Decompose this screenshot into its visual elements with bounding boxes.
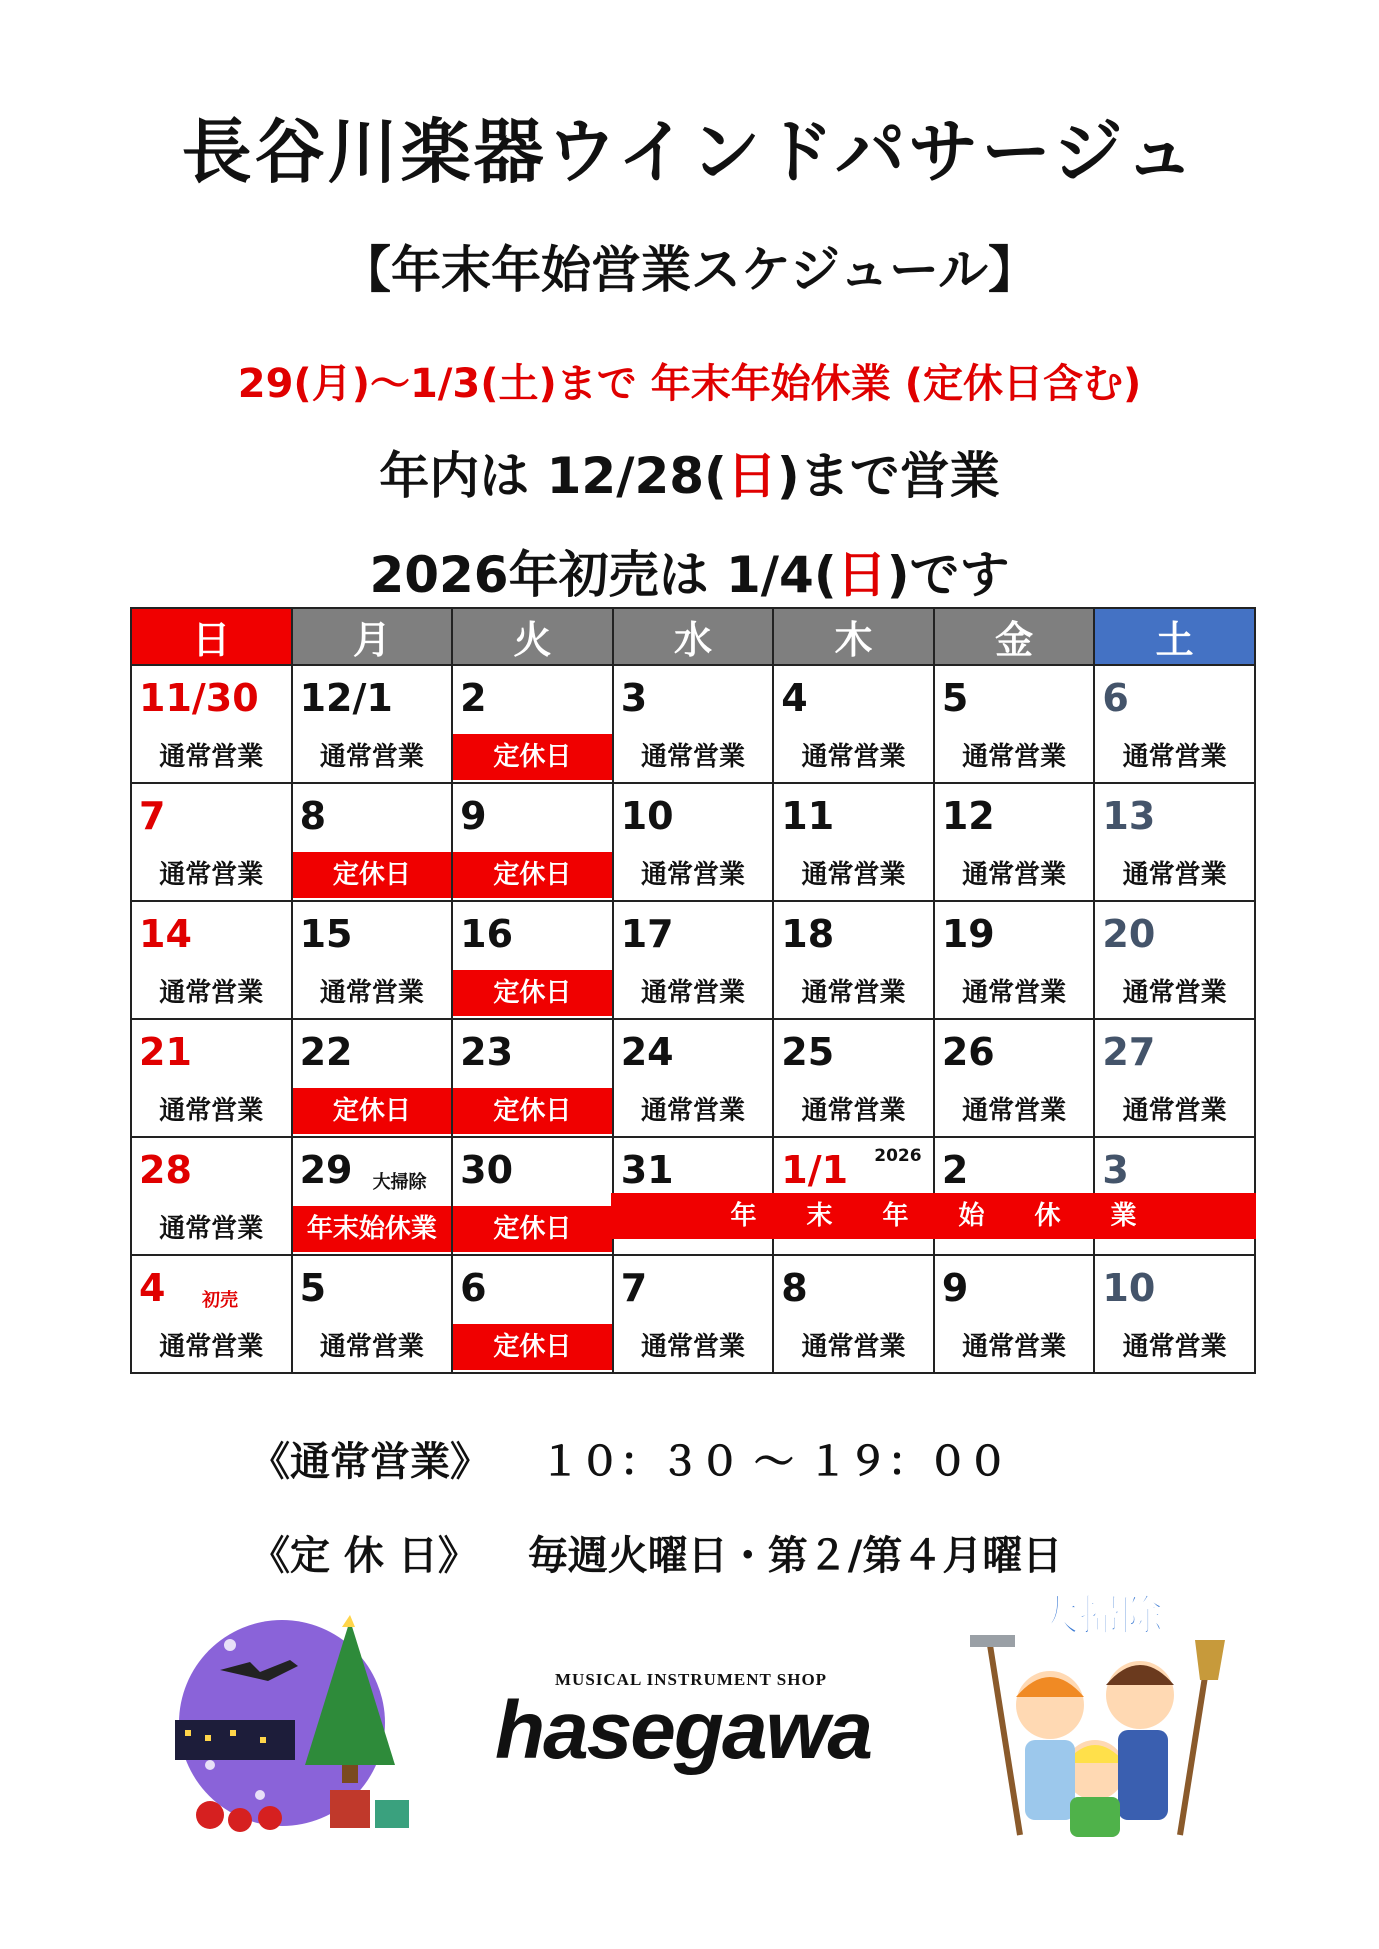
closed-days-line: [250, 1524, 1062, 1581]
weekday-wed: 水: [613, 608, 774, 665]
calendar-day-cell: [292, 783, 453, 901]
status-open: 通常営業: [319, 978, 424, 1008]
day-number: 25: [781, 1030, 835, 1074]
calendar-day-cell: [131, 1255, 292, 1373]
day-number: 9: [941, 1266, 969, 1310]
day-number: 6: [1102, 676, 1129, 720]
calendar-day-cell: [934, 783, 1095, 901]
calendar-day-cell: [613, 1019, 774, 1137]
day-number: 13: [1102, 794, 1156, 838]
day-tag: 大掃除: [372, 1172, 427, 1193]
day-number: 4: [781, 676, 808, 720]
poinsettia-icon: [196, 1801, 224, 1829]
logo-name: hasegawa: [495, 1685, 871, 1776]
status-open: 通常営業: [640, 860, 745, 890]
day-number: 27: [1102, 1030, 1156, 1074]
day-number: 11: [781, 794, 835, 838]
status-closed: 定休日: [453, 1088, 612, 1134]
day-tag: 初売: [202, 1290, 238, 1311]
status-open: 通常営業: [640, 742, 745, 772]
calendar-day-cell: [292, 1255, 453, 1373]
status-closed: 定休日: [453, 852, 612, 898]
day-number: 3: [620, 676, 648, 720]
day-number: 23: [460, 1030, 514, 1074]
day-number: 5: [941, 676, 969, 720]
poinsettia-icon: [228, 1808, 252, 1832]
calendar-day-cell: [773, 1019, 934, 1137]
weekday-thu: 木: [773, 608, 934, 665]
calendar-day-cell: [773, 783, 934, 901]
mop-icon: [990, 1645, 1020, 1835]
status-open: 通常営業: [1122, 742, 1227, 772]
christmas-illustration: [170, 1615, 420, 1840]
status-closed: 定休日: [453, 1324, 612, 1370]
calendar-day-cell: [934, 1019, 1095, 1137]
calendar-week-row: [131, 901, 1255, 1019]
calendar-week-row: [131, 783, 1255, 901]
weekday-tue: 火: [452, 608, 613, 665]
closed-days-value: 毎週火曜日・第２/第４月曜日: [527, 1533, 1063, 1579]
status-open: 通常営業: [1122, 860, 1227, 890]
day-number: 4: [139, 1266, 166, 1310]
status-open: 通常営業: [1122, 1332, 1227, 1362]
calendar-day-cell: [773, 665, 934, 783]
status-open: 通常営業: [801, 860, 906, 890]
weekday-mon: 月: [292, 608, 453, 665]
day-number: 2: [941, 1148, 969, 1192]
first-sale-notice: [0, 535, 1379, 607]
day-number: 5: [299, 1266, 327, 1310]
status-closed: 定休日: [453, 970, 612, 1016]
calendar-week-row: [131, 1255, 1255, 1373]
calendar-day-cell: [452, 665, 613, 783]
poinsettia-icon: [258, 1806, 282, 1830]
shop-logo: [495, 1670, 915, 1790]
status-closed: 定休日: [293, 852, 452, 898]
calendar-day-cell: [131, 1137, 292, 1255]
status-open: 通常営業: [1122, 978, 1227, 1008]
status-open: 通常営業: [801, 1332, 906, 1362]
day-number: 21: [139, 1030, 192, 1074]
page-subtitle: 【年末年始営業スケジュール】: [341, 241, 1038, 299]
status-open: 通常営業: [159, 1096, 264, 1126]
first-sale-text: 2026年初売は 1/4(: [369, 546, 837, 604]
weekday-fri: 金: [934, 608, 1095, 665]
calendar-day-cell: [292, 665, 453, 783]
star-icon: [342, 1615, 355, 1627]
last-day-text: 年内は 12/28(: [379, 447, 727, 505]
calendar-day-cell: [452, 1255, 613, 1373]
calendar-day-cell: [934, 901, 1095, 1019]
calendar-day-cell: [131, 783, 292, 901]
status-open: 通常営業: [159, 742, 264, 772]
day-number: 24: [620, 1030, 674, 1074]
gift-icon: [375, 1800, 409, 1828]
last-day-notice: [0, 436, 1379, 508]
calendar-day-cell: [131, 665, 292, 783]
status-open: 通常営業: [159, 978, 264, 1008]
status-closed: 定休日: [293, 1088, 452, 1134]
day-number: 15: [299, 912, 353, 956]
calendar-day-cell: [452, 1019, 613, 1137]
calendar-day-cell: [452, 901, 613, 1019]
day-number: 7: [139, 794, 166, 838]
weekday-sat: 土: [1094, 608, 1255, 665]
status-open: 通常営業: [962, 978, 1067, 1008]
calendar-day-cell: [131, 901, 292, 1019]
calendar-day-cell: [613, 1255, 774, 1373]
day-number: 22: [299, 1030, 353, 1074]
calendar-day-cell: [1094, 665, 1255, 783]
day-number: 12: [941, 794, 995, 838]
calendar-day-cell: [1094, 1019, 1255, 1137]
hours-line: [250, 1430, 1008, 1487]
status-open: 通常営業: [962, 1096, 1067, 1126]
closed-days-label: 《定 休 日》: [250, 1533, 478, 1579]
status-open: 通常営業: [962, 1332, 1067, 1362]
day-number: 7: [620, 1266, 648, 1310]
calendar-week-row: [131, 665, 1255, 783]
status-closed: 年末始休業: [293, 1206, 452, 1252]
calendar-day-cell: [452, 1137, 613, 1255]
day-number: 19: [941, 912, 995, 956]
weekday-sun: 日: [131, 608, 292, 665]
day-number: 12/1: [299, 676, 393, 720]
calendar-day-cell: [613, 901, 774, 1019]
calendar-day-cell: [613, 665, 774, 783]
day-number: 10: [620, 794, 674, 838]
calendar-table: [130, 607, 1256, 1374]
day-number: 8: [781, 1266, 808, 1310]
status-closed: 定休日: [453, 1206, 612, 1252]
status-open: 通常営業: [159, 1214, 264, 1244]
calendar-day-cell: [934, 1255, 1095, 1373]
day-number: 17: [620, 912, 674, 956]
status-open: 通常営業: [801, 1096, 906, 1126]
calendar-day-cell: [1094, 901, 1255, 1019]
status-closed: 定休日: [453, 734, 612, 780]
calendar-day-cell: [1094, 783, 1255, 901]
day-number: 6: [460, 1266, 487, 1310]
day-number: 8: [299, 794, 327, 838]
calendar-day-cell: [131, 1019, 292, 1137]
day-number: 1/1: [781, 1148, 849, 1192]
calendar-day-cell: [773, 1255, 934, 1373]
calendar-day-cell: [452, 783, 613, 901]
status-open: 通常営業: [962, 860, 1067, 890]
cleaning-label: 大掃除: [1036, 1591, 1164, 1640]
hours-value: １０：３０ ～ １９：００: [539, 1439, 1008, 1485]
day-number: 31: [620, 1148, 674, 1192]
weekday-header-row: [131, 608, 1255, 665]
logo-tagline: MUSICAL INSTRUMENT SHOP: [555, 1670, 828, 1689]
closure-notice: 29(月)～1/3(土)まで 年末年始休業 (定休日含む): [237, 361, 1142, 407]
page-title: 長谷川楽器ウインドパサージュ: [181, 111, 1198, 193]
tree-trunk: [342, 1765, 358, 1783]
calendar-day-cell: [773, 901, 934, 1019]
hours-label: 《通常営業》: [250, 1439, 490, 1485]
last-day-weekday: 日: [726, 447, 777, 505]
calendar-day-cell: [292, 1137, 453, 1255]
chimney-icon: [330, 1790, 370, 1828]
calendar-body: [131, 665, 1255, 1373]
holiday-banner: 年末年始休業: [611, 1193, 1256, 1239]
day-number: 10: [1102, 1266, 1156, 1310]
snowflake-icon: [205, 1760, 215, 1770]
status-open: 通常営業: [319, 1332, 424, 1362]
day-tag: 2026: [874, 1146, 922, 1166]
day-number: 3: [1102, 1148, 1129, 1192]
status-open: 通常営業: [319, 742, 424, 772]
day-number: 18: [781, 912, 835, 956]
day-number: 20: [1102, 912, 1156, 956]
snowflake-icon: [255, 1790, 265, 1800]
day-number: 29: [299, 1148, 353, 1192]
calendar-day-cell: [292, 1019, 453, 1137]
day-number: 28: [139, 1148, 192, 1192]
day-number: 2: [460, 676, 487, 720]
calendar-day-cell: [934, 665, 1095, 783]
day-number: 14: [139, 912, 192, 956]
snowflake-icon: [224, 1639, 236, 1651]
status-open: 通常営業: [159, 1332, 264, 1362]
status-open: 通常営業: [640, 978, 745, 1008]
calendar-day-cell: [292, 901, 453, 1019]
calendar-week-row: [131, 1019, 1255, 1137]
calendar-day-cell: [613, 783, 774, 901]
status-open: 通常営業: [1122, 1096, 1227, 1126]
last-day-suffix: )まで営業: [776, 447, 1000, 505]
cleaning-illustration: [960, 1585, 1240, 1845]
day-number: 30: [460, 1148, 514, 1192]
day-number: 26: [941, 1030, 995, 1074]
status-open: 通常営業: [640, 1096, 745, 1126]
calendar-day-cell: [1094, 1255, 1255, 1373]
status-open: 通常営業: [801, 978, 906, 1008]
day-number: 9: [460, 794, 487, 838]
status-open: 通常営業: [159, 860, 264, 890]
first-sale-weekday: 日: [836, 546, 887, 604]
day-number: 11/30: [139, 676, 259, 720]
status-open: 通常営業: [640, 1332, 745, 1362]
first-sale-suffix: )です: [886, 546, 1010, 604]
status-open: 通常営業: [801, 742, 906, 772]
status-open: 通常営業: [962, 742, 1067, 772]
town-silhouette: [175, 1720, 295, 1760]
day-number: 16: [460, 912, 514, 956]
